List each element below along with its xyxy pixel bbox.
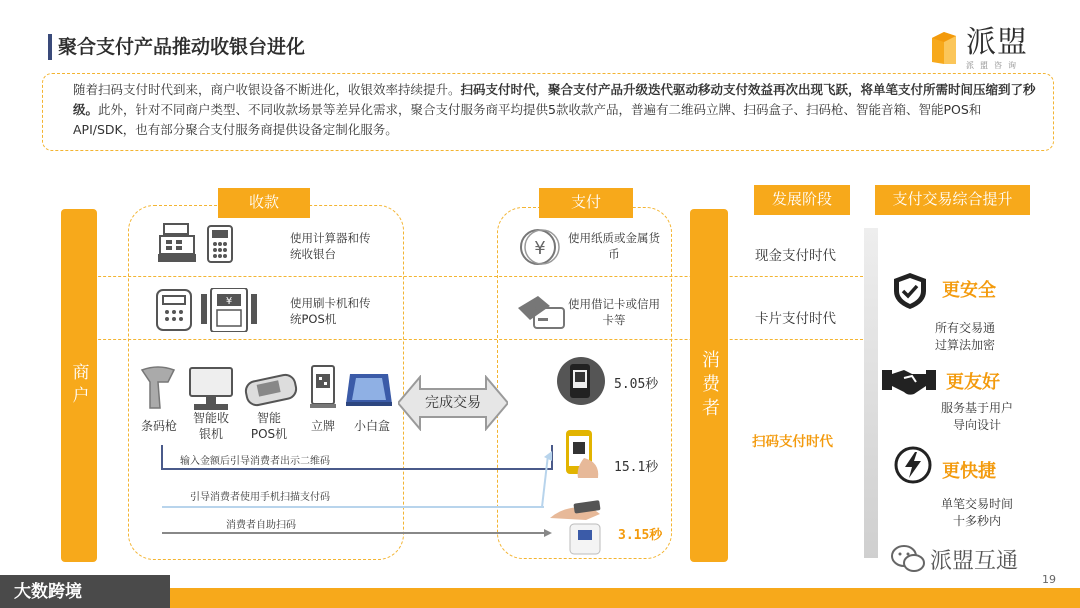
stage-scan: 扫码支付时代	[752, 434, 833, 450]
collect-row1-text: 使用计算器和传统收银台	[290, 231, 371, 261]
qr-stand-icon	[310, 364, 336, 410]
pay-row1-text: 使用纸质或金属货币	[568, 231, 660, 261]
time-1: 5.05秒	[614, 377, 659, 392]
row-divider-2	[63, 339, 868, 340]
device-barcode-gun: 条码枪	[140, 419, 177, 433]
device-scan-box: 小白盒	[353, 419, 390, 433]
stage-cash: 现金支付时代	[755, 248, 836, 264]
benefit-1-title: 更安全	[942, 280, 996, 301]
device-smart-pos: 智能POS机	[250, 411, 288, 441]
summary-text-3: 此外，针对不同商户类型、不同收款场景等差异化需求，聚合支付服务商平均提供5款收款产品，普遍有二维码立牌、扫码盒子、扫码枪、智能音箱、智能POS和API/SDK，也有部分聚合支付服务商提供设备定制化服务。	[73, 102, 982, 137]
smart-register-icon	[186, 366, 236, 412]
svg-text:¥: ¥	[534, 238, 546, 259]
wechat-name: 派盟互通	[930, 549, 1019, 574]
cash-register-icon	[158, 222, 238, 266]
logo-icon	[930, 28, 958, 66]
scan-box-icon	[344, 366, 394, 408]
phone-qr-photo	[554, 356, 608, 406]
complete-trade-label: 完成交易	[425, 395, 481, 411]
logo-subtitle: 派盟咨询	[966, 61, 1022, 70]
title-accent-bar	[48, 34, 52, 60]
shield-check-icon	[890, 271, 930, 311]
collect-row2-text: 使用刷卡机和传统POS机	[290, 296, 371, 326]
benefit-3-title: 更快捷	[942, 461, 996, 482]
progress-gray-bar	[864, 228, 878, 558]
summary-box	[42, 73, 1054, 151]
collect-tag: 收款	[218, 188, 310, 218]
svg-text:¥: ¥	[225, 296, 233, 307]
pay-tag: 支付	[539, 188, 633, 218]
improve-tag: 支付交易综合提升	[875, 185, 1030, 215]
barcode-scanner-icon	[138, 364, 180, 412]
pos-terminal-icon	[155, 288, 265, 332]
time-3: 3.15秒	[618, 528, 663, 543]
time-2: 15.1秒	[614, 460, 659, 475]
device-qr-stand: 立牌	[310, 419, 335, 433]
footer-watermark-text: 大数跨境	[14, 582, 82, 602]
flow-text-2: 引导消费者使用手机扫描支付码	[190, 492, 330, 503]
benefit-1-desc: 所有交易通过算法加密	[934, 321, 995, 352]
self-scan-photo	[546, 498, 616, 556]
consumer-label: 消费者	[690, 209, 728, 562]
handshake-icon	[882, 364, 936, 398]
benefit-2-title: 更友好	[946, 372, 1000, 393]
wechat-icon	[890, 544, 926, 574]
stage-tag: 发展阶段	[754, 185, 850, 215]
logo-text: 派盟	[966, 25, 1028, 60]
pay-row2-text: 使用借记卡或信用卡等	[568, 297, 660, 327]
device-smart-register: 智能收银机	[192, 411, 229, 441]
page-title: 聚合支付产品推动收银台进化	[58, 36, 306, 58]
page-number: 19	[1042, 573, 1056, 586]
benefit-3-desc: 单笔交易时间十多秒内	[940, 497, 1013, 528]
lightning-icon	[894, 446, 932, 484]
row-divider-1	[63, 276, 868, 277]
summary-text-bold: 扫码支付时代，聚合支付产品升级迭代驱动移动支付效益再次出现飞跃，将单笔支付所需时间压缩到了秒级。	[73, 82, 1036, 117]
merchant-label: 商户	[61, 209, 97, 562]
stage-card: 卡片支付时代	[755, 311, 836, 327]
flow-text-3: 消费者自助扫码	[226, 520, 296, 531]
benefit-2-desc: 服务基于用户导向设计	[940, 401, 1013, 432]
phone-scan-photo	[556, 428, 606, 480]
summary-text-1: 随着扫码支付时代到来，商户收银设备不断进化，收银效率持续提升。	[73, 82, 461, 97]
flow-text-1: 输入金额后引导消费者出示二维码	[180, 456, 330, 467]
smart-pos-icon	[244, 368, 300, 408]
coin-yuan-icon	[518, 227, 562, 267]
credit-card-icon	[516, 292, 566, 332]
